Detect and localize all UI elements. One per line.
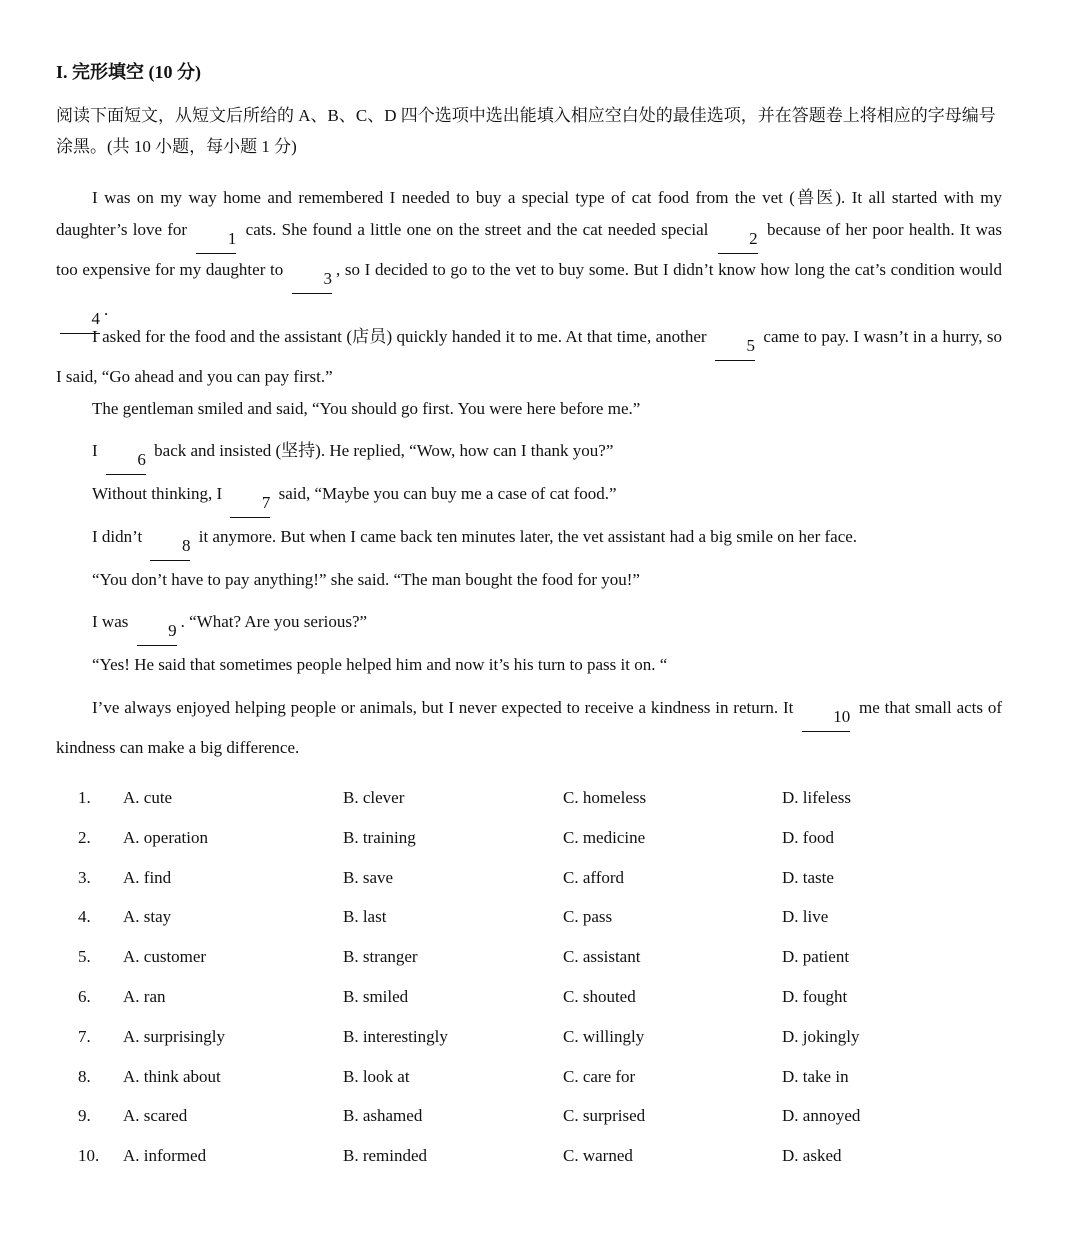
option-d[interactable]: D. live: [782, 907, 829, 927]
option-a[interactable]: A. informed: [123, 1146, 207, 1166]
option-b[interactable]: B. interestingly: [343, 1026, 448, 1046]
option-b[interactable]: B. ashamed: [343, 1106, 423, 1126]
option-a[interactable]: A. stay: [123, 907, 172, 927]
option-c[interactable]: C. shouted: [563, 986, 636, 1006]
passage-paragraph-8: [92, 606, 367, 646]
passage-text: because of her poor health. It was too expensive for my daughter to: [56, 220, 1003, 279]
blank-2: 2: [718, 228, 758, 254]
option-c[interactable]: C. homeless: [563, 788, 647, 807]
question-row: [56, 941, 1016, 981]
option-b[interactable]: B. training: [343, 827, 416, 847]
option-b[interactable]: B. clever: [343, 788, 405, 807]
option-c[interactable]: C. surprised: [563, 1106, 646, 1126]
question-number: 5.: [78, 947, 91, 967]
option-b[interactable]: B. reminded: [343, 1146, 428, 1166]
option-d[interactable]: D. asked: [782, 1146, 842, 1166]
question-row: [56, 981, 1016, 1021]
option-b[interactable]: B. smiled: [343, 986, 409, 1006]
question-number: 3.: [78, 867, 91, 887]
blank-3: 3: [292, 268, 332, 294]
question-row: [56, 822, 1016, 862]
option-c[interactable]: C. afford: [563, 867, 625, 887]
option-c[interactable]: C. medicine: [563, 827, 646, 847]
option-a[interactable]: A. think about: [123, 1066, 221, 1086]
option-d[interactable]: D. take in: [782, 1066, 849, 1086]
passage-paragraph-10: [56, 692, 1002, 764]
question-number: 10.: [78, 1146, 100, 1166]
option-b[interactable]: B. last: [343, 907, 387, 927]
question-row: [56, 862, 1016, 902]
passage-paragraph-3: The gentleman smiled and said, “You should go first. You were here before me.”: [92, 399, 641, 418]
passage-text: cats. She found a little one on the street and the cat needed special: [245, 220, 709, 239]
passage-text: it anymore. But when I came back ten minutes later, the vet assistant had a big smile on her face.: [198, 527, 858, 546]
passage-text: .: [104, 300, 109, 319]
passage-text: , so I decided to go to the vet to buy some. But I didn’t know how long the cat’s condition would: [335, 260, 1003, 279]
option-c[interactable]: C. willingly: [563, 1026, 645, 1046]
option-a[interactable]: A. ran: [123, 986, 166, 1006]
passage-text: I didn’t: [92, 527, 143, 546]
blank-5: 5: [715, 335, 755, 361]
question-row: [56, 1061, 1016, 1101]
blank-1: 1: [196, 228, 236, 254]
blank-7: 7: [230, 492, 270, 518]
passage-paragraph-5: [92, 478, 617, 518]
passage-text: back and insisted (坚持). He replied, “Wow, how can I thank you?”: [154, 441, 614, 460]
passage-text: me that small acts of kindness can make a big difference.: [56, 698, 1003, 757]
question-number: 7.: [78, 1026, 91, 1046]
option-c[interactable]: C. assistant: [563, 947, 641, 967]
blank-8: 8: [150, 535, 190, 561]
option-d[interactable]: D. patient: [782, 947, 850, 967]
passage-text: I: [92, 441, 98, 460]
option-b[interactable]: B. look at: [343, 1066, 410, 1086]
question-number: 1.: [78, 788, 91, 807]
passage-paragraph-7: “You don’t have to pay anything!” she said. “The man bought the food for you!”: [92, 570, 640, 589]
passage-paragraph-6: [92, 521, 857, 561]
option-a[interactable]: A. cute: [123, 788, 173, 807]
passage-text: said, “Maybe you can buy me a case of cat food.”: [278, 484, 617, 503]
question-number: 6.: [78, 986, 91, 1006]
option-b[interactable]: B. save: [343, 867, 394, 887]
section-instructions: 阅读下面短文，从短文后所给的 A、B、C、D 四个选项中选出能填入相应空白处的最佳选项，并在答题卷上将相应的字母编号涂黑。(共 10 小题，每小题 1 分): [56, 106, 996, 156]
blank-6: 6: [106, 449, 146, 475]
question-row: [56, 1021, 1016, 1061]
option-a[interactable]: A. find: [123, 867, 172, 887]
option-d[interactable]: D. fought: [782, 986, 848, 1006]
passage-text: Without thinking, I: [92, 484, 223, 503]
passage-paragraph-1: [56, 182, 1002, 334]
blank-4: 4: [60, 308, 100, 334]
passage-text: came to pay. I wasn’t in a hurry, so I said, “Go ahead and you can pay first.”: [56, 327, 1003, 386]
question-row: [56, 1140, 1016, 1180]
option-d[interactable]: D. annoyed: [782, 1106, 861, 1126]
passage-text: . “What? Are you serious?”: [180, 612, 368, 631]
passage-text: I asked for the food and the assistant (店员) quickly handed it to me. At that time, another: [92, 327, 707, 346]
option-d[interactable]: D. food: [782, 827, 834, 847]
passage-text: I was: [92, 612, 129, 631]
passage-paragraph-4: [92, 435, 613, 475]
question-row: [56, 782, 1016, 822]
passage-text: I was on my way home and remembered I needed to buy a special type of cat food from the vet (兽医). It all started with my daughter’s love for: [56, 188, 1002, 239]
blank-10: 10: [802, 706, 850, 732]
question-number: 8.: [78, 1066, 91, 1086]
passage-text: I’ve always enjoyed helping people or animals, but I never expected to receive a kindness in return. It: [92, 698, 794, 717]
option-c[interactable]: C. pass: [563, 907, 613, 927]
question-row: [56, 1100, 1016, 1140]
option-a[interactable]: A. surprisingly: [123, 1026, 225, 1046]
option-d[interactable]: D. taste: [782, 867, 834, 887]
question-number: 9.: [78, 1106, 91, 1126]
options-list: [56, 782, 1016, 1180]
option-d[interactable]: D. jokingly: [782, 1026, 860, 1046]
section-heading: I. 完形填空 (10 分): [56, 62, 201, 82]
question-number: 2.: [78, 827, 91, 847]
question-number: 4.: [78, 907, 91, 927]
blank-9: 9: [137, 620, 177, 646]
option-b[interactable]: B. stranger: [343, 947, 418, 967]
option-a[interactable]: A. scared: [123, 1106, 188, 1126]
option-c[interactable]: C. care for: [563, 1066, 636, 1086]
option-a[interactable]: A. customer: [123, 947, 207, 967]
option-a[interactable]: A. operation: [123, 827, 208, 847]
question-row: [56, 901, 1016, 941]
option-d[interactable]: D. lifeless: [782, 788, 851, 807]
passage-paragraph-9: “Yes! He said that sometimes people helped him and now it’s his turn to pass it on. “: [92, 655, 668, 674]
option-c[interactable]: C. warned: [563, 1146, 633, 1166]
passage-paragraph-2: [56, 321, 1002, 393]
